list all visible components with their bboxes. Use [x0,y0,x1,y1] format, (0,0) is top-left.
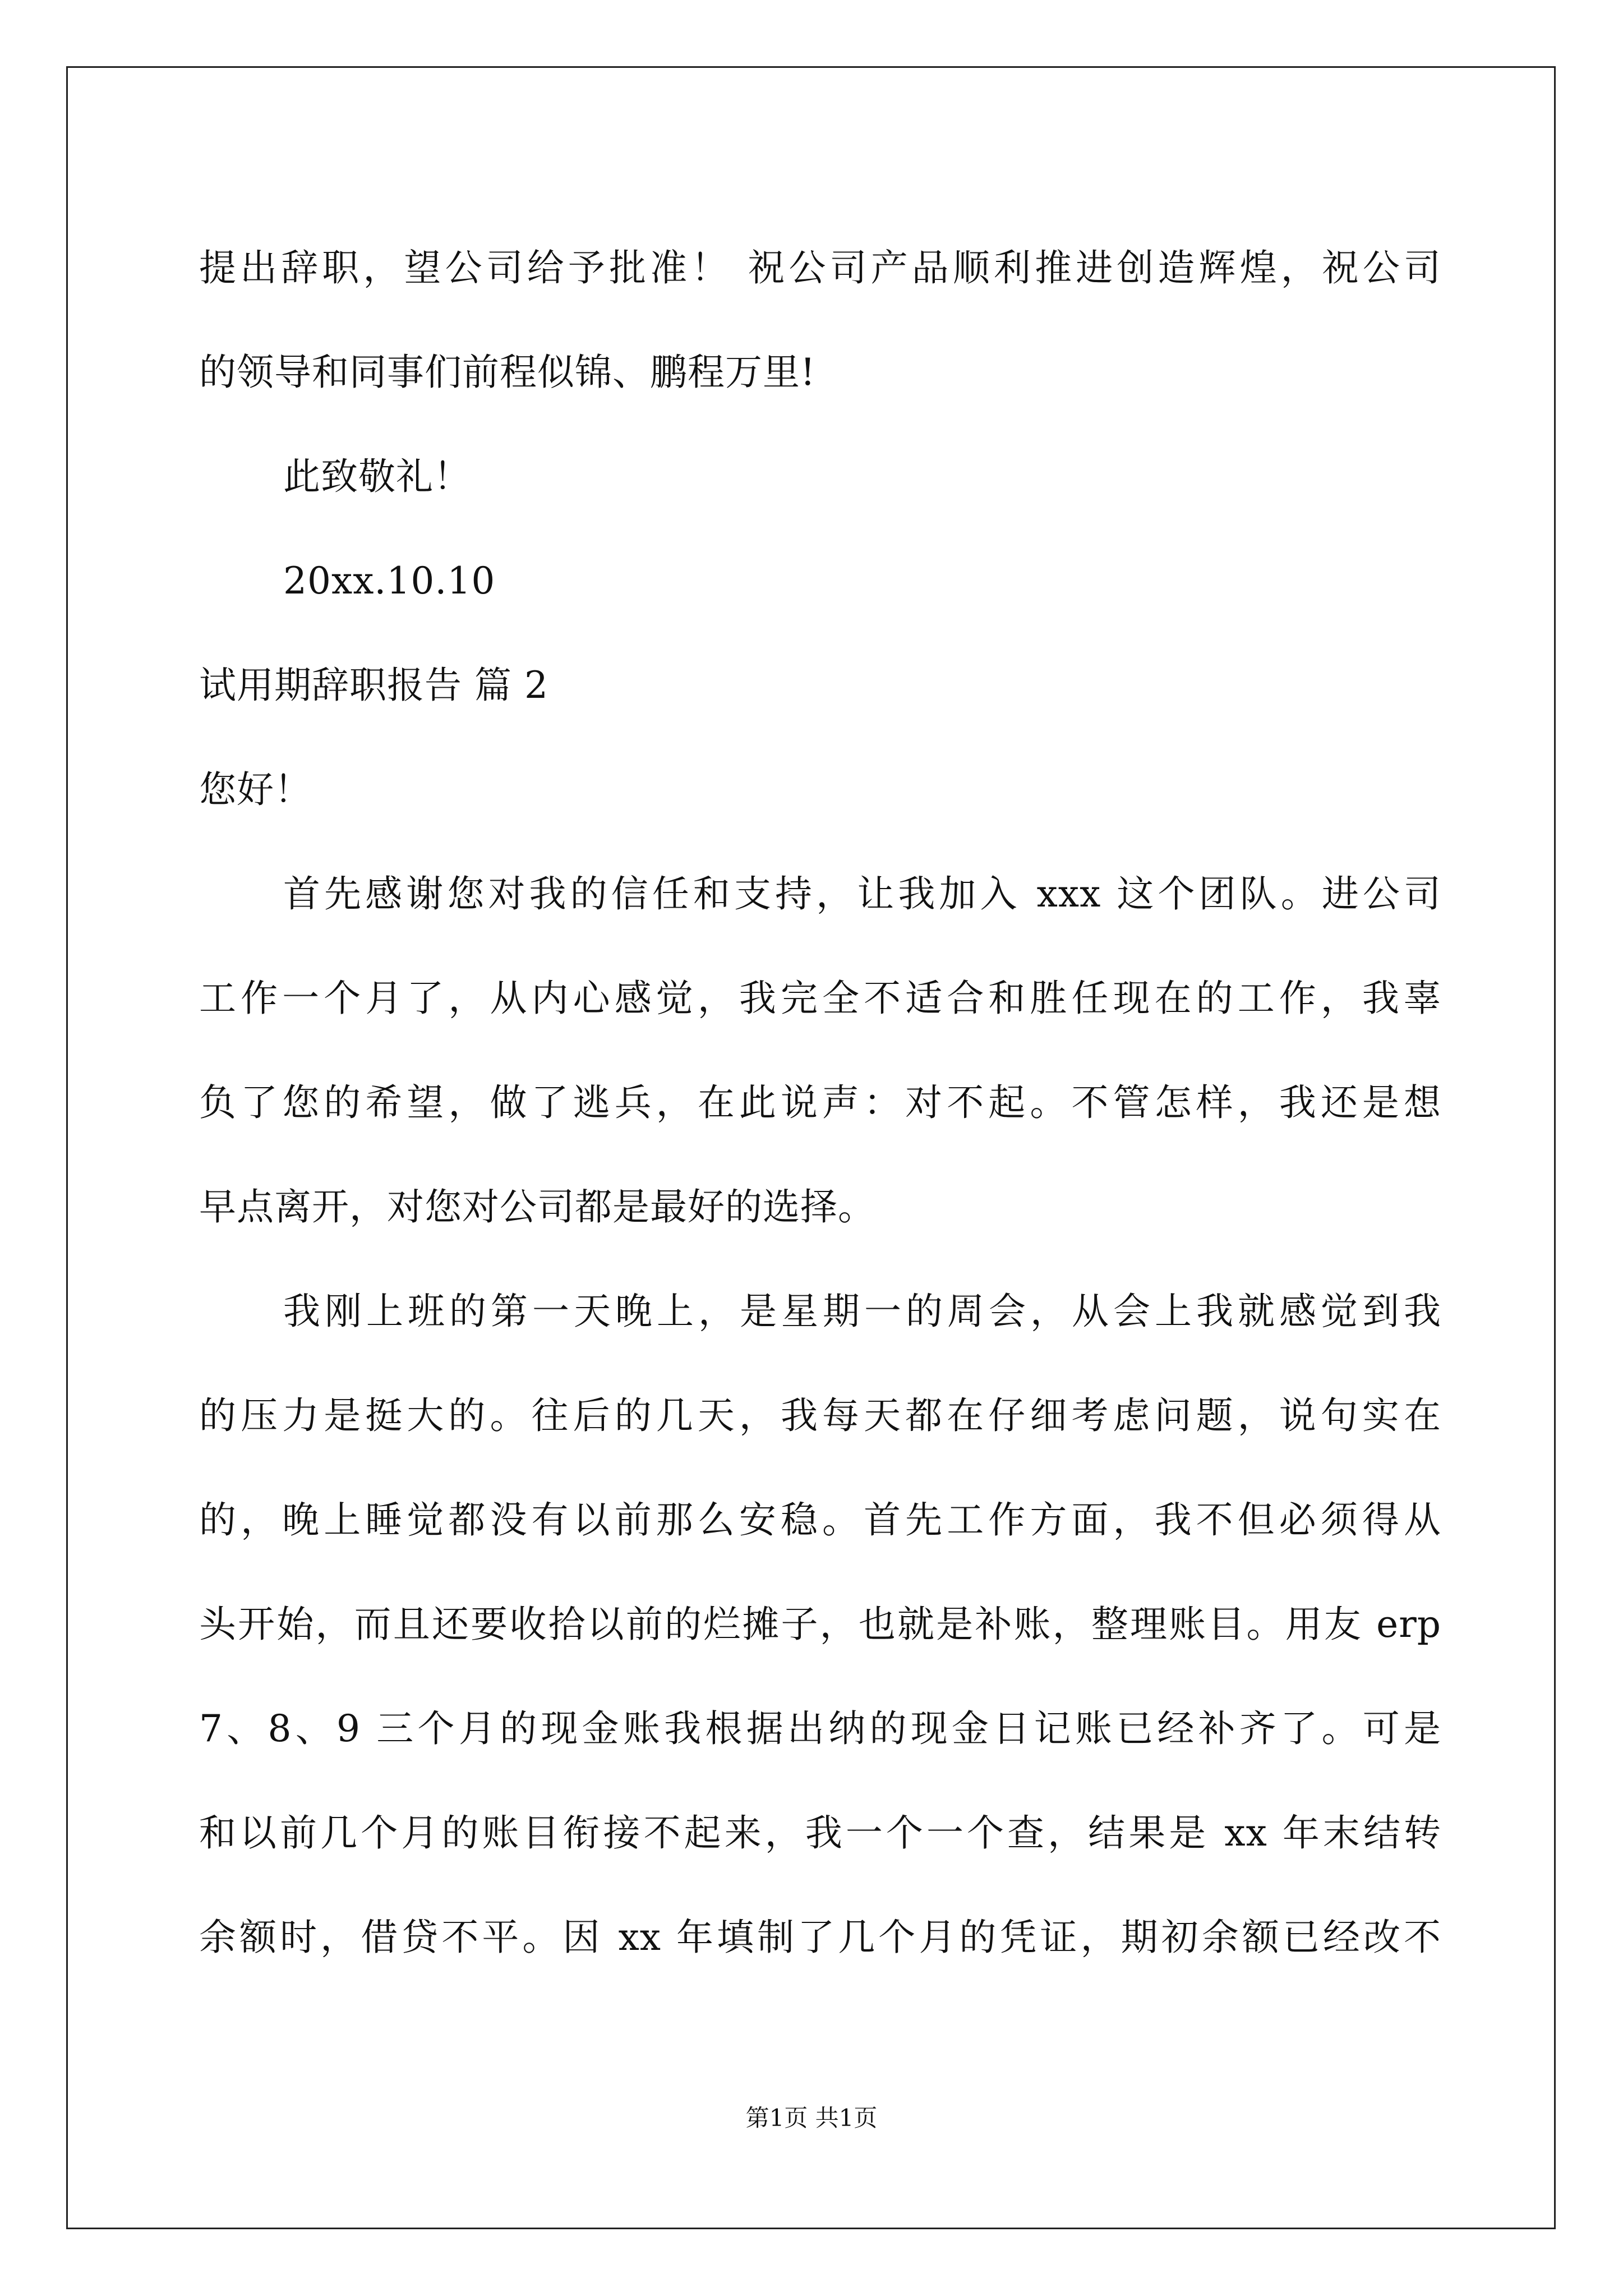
paragraph-line: 负了您的希望，做了逃兵，在此说声：对不起。不管怎样，我还是想 [199,1081,1441,1124]
section-heading: 试用期辞职报告 篇 2 [199,664,548,707]
date-line: 20xx.10.10 [283,559,496,602]
paragraph-line: 工作一个月了，从内心感觉，我完全不适合和胜任现在的工作，我辜 [199,977,1441,1020]
paragraph-line: 7、8、9 三个月的现金账我根据出纳的现金日记账已经补齐了。可是 [199,1707,1441,1750]
closing-salutation: 此致敬礼！ [283,455,471,498]
paragraph-line: 余额时，借贷不平。因 xx 年填制了几个月的凭证，期初余额已经改不 [199,1916,1441,1959]
greeting: 您好！ [199,768,312,811]
paragraph-line: 的，晚上睡觉都没有以前那么安稳。首先工作方面，我不但必须得从 [199,1498,1441,1542]
paragraph-line: 我刚上班的第一天晚上，是星期一的周会，从会上我就感觉到我 [283,1290,1441,1333]
paragraph-line: 的领导和同事们前程似锦、鹏程万里! [199,351,816,394]
paragraph-line: 的压力是挺大的。往后的几天，我每天都在仔细考虑问题，说句实在 [199,1394,1441,1437]
paragraph-line: 头开始，而且还要收拾以前的烂摊子，也就是补账，整理账目。用友 erp [199,1603,1441,1646]
paragraph-line: 提出辞职，望公司给予批准！ 祝公司产品顺利推进创造辉煌，祝公司 [199,246,1441,289]
paragraph-line: 和以前几个月的账目衔接不起来，我一个一个查，结果是 xx 年末结转 [199,1811,1441,1855]
paragraph-line: 早点离开，对您对公司都是最好的选择。 [199,1185,875,1228]
page-footer: 第1页 共1页 [745,2104,878,2132]
document-body [199,216,1441,1990]
paragraph-line: 首先感谢您对我的信任和支持，让我加入 xxx 这个团队。进公司 [283,872,1441,915]
